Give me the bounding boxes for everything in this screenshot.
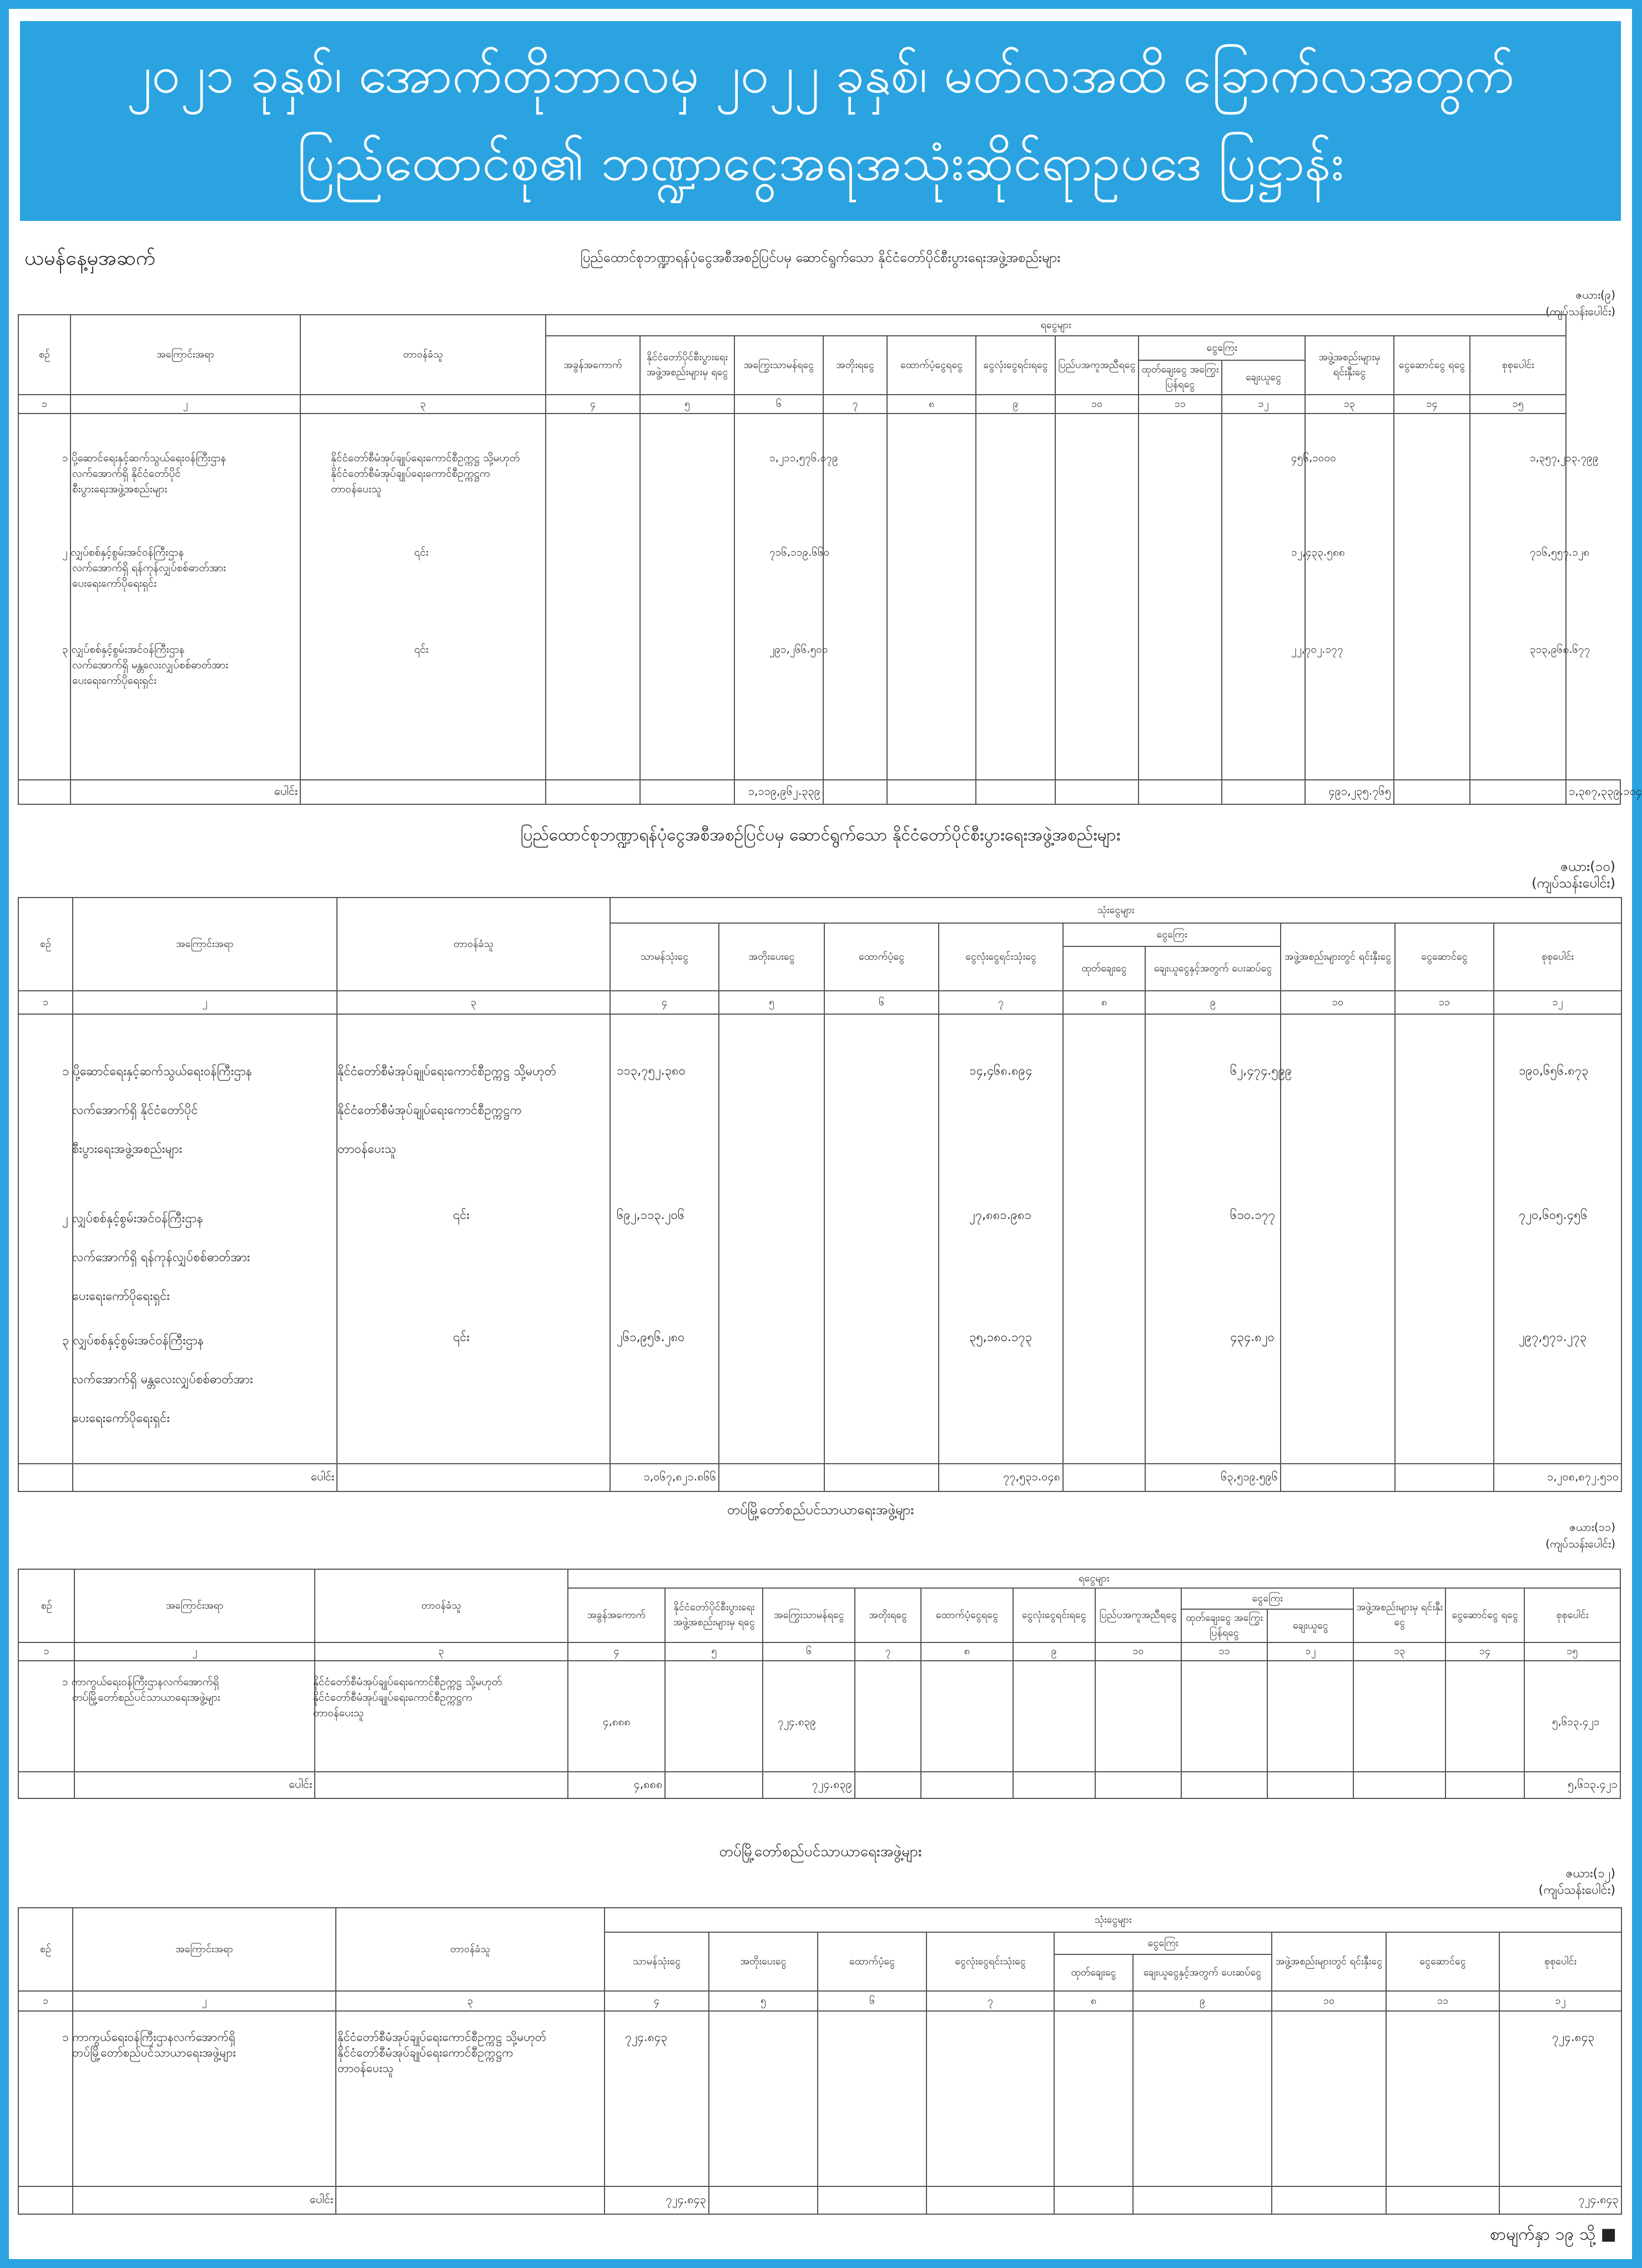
s1-row2: ၂ လျှပ်စစ်နှင့်စွမ်းအင်ဝန်ကြီးဌာန လက်အောက်ရှိ ရန်ကုန်လျှပ်စစ်ဓာတ်အား ပေးရေးကော်ပိုရေးရှင်း <box>62 546 226 589</box>
s1-colnum: ၇ <box>823 395 887 414</box>
s1-row3-borrow: ၂၂,၇၀၂.၁၇၇ <box>1291 643 1343 656</box>
section3-unit <box>1545 1519 1615 1552</box>
s2-h-payments: သုံးငွေများ <box>610 898 1621 923</box>
s2-total-ordinary: ၁,၀၆၇,၈၂၁.၈၆၆ <box>610 1464 719 1491</box>
s2-total-capital: ၇၇,၅၃၁.၀၄၈ <box>939 1464 1063 1491</box>
s1-colnum: ၉ <box>976 395 1055 414</box>
s2-row1-capital: ၁၄,၄၆၈.၈၉၄ <box>969 1064 1032 1078</box>
s2-row2-total: ၇၂၀,၆၀၅.၄၅၆ <box>1519 1208 1588 1222</box>
s2-h-col: ချေးယူငွေနှင့်အတွက် ပေးဆပ်ငွေ <box>1145 946 1281 991</box>
s3-row1-total: ၅,၆၁၃.၄၂၁ <box>1552 1716 1600 1728</box>
section2-table: စဉ် အကြောင်းအရာ တာဝန်ခံသူ သုံးငွေများ သာမန်သုံးငွေ အတိုးပေးငွေ ထောက်ပံ့ငွေ ငွေလုံးငွေရင်းသုံးငွေ ငွေကြေး အဖွဲ့အစည်းများတွင် ရင်းနှီးငွေ ငွေဆောင်ငွေ စုစုပေါင်း ထုတ်ချေးငွေ ချေးယူငွေနှင့်အတွက် ပေးဆပ်ငွေ ၁ ၂ ၃ ၄ ၅ ၆ ၇ ၈ ၉ ၁၀ ၁၁ ၁၂ ပေါင်း ၁,၀၆၇,၈၂၁.၈၆၆ ၇၇,၅၃၁.၀၄၈ ၆၃,၅၁၉.၅၉၆ ၁,၂၀၈,၈၇၂.၅၁၀ <box>18 897 1622 1492</box>
s2-row1: ၁ ပို့ဆောင်ရေးနှင့်ဆက်သွယ်ရေးဝန်ကြီးဌာန လက်အောက်ရှိ နိုင်ငံတော်ပိုင် စီးပွားရေးအဖွဲ့အစည်းများ <box>62 1065 253 1156</box>
s1-row3: ၃ လျှပ်စစ်နှင့်စွမ်းအင်ဝန်ကြီးဌာန လက်အောက်ရှိ မန္တလေးလျှပ်စစ်ဓာတ်အား ပေးရေးကော်ပိုရေးရှင်း <box>62 643 229 687</box>
s1-colnum: ၄ <box>546 395 640 414</box>
s1-row1: ၁ ပို့ဆောင်ရေးနှင့်ဆက်သွယ်ရေးဝန်ကြီးဌာန လက်အောက်ရှိ နိုင်ငံတော်ပိုင် စီးပွားရေးအဖွဲ့အစည်းများ <box>62 452 226 495</box>
s1-colnum: ၁၄ <box>1394 395 1470 414</box>
s1-colnum: ၁ <box>18 395 70 414</box>
s2-row2-resp: ၎င်း <box>453 1208 470 1222</box>
s2-h-resp: တာဝန်ခံသူ <box>337 898 610 991</box>
s1-row1-borrow: ၄၅၆,၁၀၀၀ <box>1291 452 1336 464</box>
s1-h-col: ငွေလုံးငွေရင်းရငွေ <box>976 336 1055 395</box>
section3-unit-label: (ကျပ်သန်းပေါင်း) <box>1545 1537 1615 1550</box>
s1-h-col: ထုတ်ချေးငွေ အကြွေးပြန်ရငွေ <box>1139 360 1222 395</box>
s1-row3-resp: ၎င်း <box>414 643 429 656</box>
s1-h-item: အကြောင်းအရာ <box>70 315 300 395</box>
s2-total-label: ပေါင်း <box>73 1464 337 1491</box>
banner-title-line2: ပြည်ထောင်စု၏ ဘဏ္ဍာငွေအရအသုံးဆိုင်ရာဥပဒေ ပြဋ္ဌာန်း <box>296 133 1344 192</box>
s3-row1-tax: ၄,၈၈၈ <box>603 1716 631 1728</box>
s1-colnum: ၁၃ <box>1305 395 1394 414</box>
s1-colnum: ၃ <box>300 395 546 414</box>
s1-colnum: ၈ <box>887 395 976 414</box>
s1-row3-ordinary: ၂၉၁,၂၆၆.၅၀၀ <box>769 643 828 656</box>
s2-row3: ၃ လျှပ်စစ်နှင့်စွမ်းအင်ဝန်ကြီးဌာန လက်အောက်ရှိ မန္တလေးလျှပ်စစ်ဓာတ်အား ပေးရေးကော်ပိုရေးရှင်း <box>62 1334 253 1425</box>
s4-h-item: အကြောင်းအရာ <box>73 1908 336 1991</box>
s1-h-col: ချေးယူငွေ <box>1222 360 1305 395</box>
s3-row1-resp: နိုင်ငံတော်စီမံအုပ်ချုပ်ရေးကောင်စီဥက္ကဋ္ဌ သို့မဟုတ် နိုင်ငံတော်စီမံအုပ်ချုပ်ရေးကောင်စီဥက္ကဋ္ဌက တာဝန်ပေးသူ <box>313 1676 502 1719</box>
s3-h-resp: တာဝန်ခံသူ <box>315 1569 567 1642</box>
s3-h-no: စဉ် <box>18 1569 74 1642</box>
s4-total-ordinary: ၇၂၄.၈၄၃ <box>605 2186 709 2214</box>
s1-h-col: အကြွေးသာမန်ရငွေ <box>734 336 823 395</box>
s1-h-receipts: ရငွေများ <box>546 315 1566 336</box>
s1-h-col: အခွန်အကောက် <box>546 336 640 395</box>
s4-row1: ၁ ကာကွယ်ရေးဝန်ကြီးဌာနလက်အောက်ရှိ တပ်မြို့တော်စည်ပင်သာယာရေးအဖွဲ့များ <box>62 2030 236 2059</box>
s2-row3-ordinary: ၂၆၁,၉၅၆.၂၈၀ <box>617 1330 685 1344</box>
s1-total-total: ၁,၃၈၇,၃၃၉.၁၀၄ <box>1566 780 1620 804</box>
s1-total-borrow: ၄၉၁,၂၃၅.၇၆၅ <box>1305 780 1394 804</box>
s2-row1-resp: နိုင်ငံတော်စီမံအုပ်ချုပ်ရေးကောင်စီဥက္ကဋ္ဌ သို့မဟုတ် နိုင်ငံတော်စီမံအုပ်ချုပ်ရေးကောင်စီဥက္ကဋ္ဌက တာဝန်ပေးသူ <box>338 1065 557 1156</box>
s2-h-no: စဉ် <box>18 898 73 991</box>
s2-h-total: စုစုပေါင်း <box>1494 923 1621 991</box>
s2-row3-capital: ၃၅,၁၈၀.၁၇၃ <box>969 1330 1032 1344</box>
s2-total-total: ၁,၂၀၈,၈၇၂.၅၁၀ <box>1494 1464 1621 1491</box>
s1-row2-ordinary: ၇၁၆,၁၁၉.၆၆၀ <box>769 546 830 558</box>
s1-colnum: ၅ <box>640 395 734 414</box>
s2-h-col: ထုတ်ချေးငွေ <box>1063 946 1145 991</box>
s3-total-ordinary: ၇၂၄.၈၃၉ <box>763 1772 855 1798</box>
s2-h-col: ငွေလုံးငွေရင်းသုံးငွေ <box>939 923 1063 991</box>
s1-colnum: ၂ <box>70 395 300 414</box>
s1-colnum: ၁၀ <box>1055 395 1139 414</box>
s1-row1-ordinary: ၁,၂၁၁,၅၇၆.၀၇၉ <box>769 452 838 464</box>
page-frame <box>9 9 1642 2259</box>
s1-h-total: စုစုပေါင်း <box>1470 336 1566 395</box>
s1-h-col: နိုင်ငံတော်ပိုင်စီးပွားရေး အဖွဲ့အစည်းများမှ ရငွေ <box>640 336 734 395</box>
s1-h-col: အဖွဲ့အစည်းများမှ ရင်းနှီးငွေ <box>1305 336 1394 395</box>
s2-h-col: သာမန်သုံးငွေ <box>610 923 719 991</box>
section4-table-no: ဇယား(၁၂) <box>1565 1867 1615 1881</box>
s4-total-total: ၇၂၄.၈၄၃ <box>1499 2186 1621 2214</box>
s2-row1-total: ၁၉၀,၆၅၆.၈၇၃ <box>1519 1064 1589 1078</box>
s2-row3-total: ၂၉၇,၅၇၁.၂၇၃ <box>1519 1330 1587 1344</box>
section4-unit <box>1539 1866 1615 1899</box>
s2-row2: ၂ လျှပ်စစ်နှင့်စွမ်းအင်ဝန်ကြီးဌာန လက်အောက်ရှိ ရန်ကုန်လျှပ်စစ်ဓာတ်အား ပေးရေးကော်ပိုရေးရှင်း <box>62 1212 250 1303</box>
s4-row1-resp: နိုင်ငံတော်စီမံအုပ်ချုပ်ရေးကောင်စီဥက္ကဋ္ဌ သို့မဟုတ် နိုင်ငံတော်စီမံအုပ်ချုပ်ရေးကောင်စီဥက္ကဋ္ဌက တာဝန်ပေးသူ <box>338 2030 547 2075</box>
s2-h-col: ထောက်ပံ့ငွေ <box>824 923 939 991</box>
s1-row2-borrow: ၁၂,၄၃၃.၅၈၈ <box>1291 546 1345 558</box>
s3-total-total: ၅,၆၁၃.၄၂၁ <box>1524 1772 1620 1798</box>
s2-row1-ordinary: ၁၁၃,၇၅၂.၃၈၀ <box>617 1064 686 1078</box>
s4-row1-total: ၇၂၄.၈၄၃ <box>1552 2030 1595 2044</box>
s1-h-col: ပြည်ပအကူအညီရငွေ <box>1055 336 1139 395</box>
banner-title-line1: ၂၀၂၁ ခုနှစ်၊ အောက်တိုဘာလမှ ၂၀၂၂ ခုနှစ်၊ မတ်လအထိ ခြောက်လအတွက် <box>126 45 1515 104</box>
s1-h-col: အတိုးရငွေ <box>823 336 887 395</box>
s1-row1-total: ၁,၃၅၇,၂၁၃.၇၉၉ <box>1530 452 1599 464</box>
s2-row2-capital: ၂၇,၈၈၁.၉၈၁ <box>969 1208 1031 1222</box>
s4-row1-ordinary: ၇၂၄.၈၄၃ <box>625 2030 668 2044</box>
section4-unit-label: (ကျပ်သန်းပေါင်း) <box>1538 1883 1615 1897</box>
s1-h-col: ထောက်ပံ့ငွေရငွေ <box>887 336 976 395</box>
s2-h-col: အတိုးပေးငွေ <box>719 923 824 991</box>
section3-table-no: ဇယား(၁၁) <box>1569 1520 1615 1534</box>
s1-colnum: ၆ <box>734 395 823 414</box>
s1-h-col: ငွေဆောင်ငွေ ရငွေ <box>1394 336 1470 395</box>
s2-row3-resp: ၎င်း <box>453 1330 470 1344</box>
s3-row1-ordinary: ၇၂၄.၈၃၉ <box>778 1716 816 1728</box>
section3-table: စဉ် အကြောင်းအရာ တာဝန်ခံသူ ရငွေများ အခွန်အကောက် နိုင်ငံတော်ပိုင်စီးပွားရေး အဖွဲ့အစည်းများမှ ရငွေ အကြွေးသာမန်ရငွေ အတိုးရငွေ ထောက်ပံ့ငွေရငွေ ငွေလုံးငွေရင်းရငွေ ပြည်ပအကူအညီရငွေ ငွေကြေး အဖွဲ့အစည်းများမှ ရင်းနှီးငွေ ငွေဆောင်ငွေ ရငွေ စုစုပေါင်း ထုတ်ချေးငွေ အကြွေးပြန်ရငွေ ချေးယူငွေ ၁ ၂ ၃ ၄ ၅ ၆ ၇ ၈ ၉ ၁၀ ၁၁ ၁၂ ၁၃ ၁၄ ၁၅ ပေါင်း ၄,၈၈၈ ၇၂၄.၈၃၉ ၅,၆၁၃.၄၂၁ <box>18 1569 1621 1799</box>
s2-h-col: ငွေဆောင်ငွေ <box>1395 923 1494 991</box>
s4-h-payments: သုံးငွေများ <box>605 1908 1621 1932</box>
section1-title: ပြည်ထောင်စုဘဏ္ဍာရန်ပုံငွေအစီအစဉ်ပြင်ပမှ ဆောင်ရွက်သော နိုင်ငံတော်ပိုင်စီးပွားရေးအဖွဲ့အစည်းများ <box>580 250 1061 265</box>
s4-total-label: ပေါင်း <box>73 2186 336 2214</box>
section1-unit-label: (ကျပ်သန်းပေါင်း) <box>1545 305 1615 318</box>
s1-colnum: ၁၅ <box>1470 395 1566 414</box>
title-banner <box>20 21 1621 221</box>
s2-total-repay: ၆၃,၅၁၉.၅၉၆ <box>1145 1464 1281 1491</box>
s1-row3-total: ၃၁၃,၉၆၈.၆၇၇ <box>1530 643 1590 656</box>
s1-h-capital: ငွေကြေး <box>1139 336 1305 360</box>
s1-colnum: ၁၂ <box>1222 395 1305 414</box>
s2-row1-repay: ၆၂,၄၇၄.၅၉၉ <box>1230 1064 1292 1078</box>
s3-total-label: ပေါင်း <box>74 1772 315 1798</box>
s1-row1-item: ပို့ဆောင်ရေးနှင့်ဆက်သွယ်ရေးဝန်ကြီးဌာန <box>71 452 226 464</box>
s4-h-no: စဉ် <box>18 1908 73 1991</box>
s2-h-item: အကြောင်းအရာ <box>73 898 337 991</box>
section4-table: စဉ် အကြောင်းအရာ တာဝန်ခံသူ သုံးငွေများ သာမန်သုံးငွေ အတိုးပေးငွေ ထောက်ပံ့ငွေ ငွေလုံးငွေရင်းသုံးငွေ ငွေကြေး အဖွဲ့အစည်းများတွင် ရင်းနှီးငွေ ငွေဆောင်ငွေ စုစုပေါင်း ထုတ်ချေးငွေ ချေးယူငွေနှင့်အတွက် ပေးဆပ်ငွေ ၁ ၂ ၃ ၄ ၅ ၆ ၇ ၈ ၉ ၁၀ ၁၁ ၁၂ ပေါင်း ၇၂၄.၈၄၃ ၇၂၄.၈၄၃ <box>18 1907 1622 2215</box>
s3-h-receipts: ရငွေများ <box>568 1569 1620 1588</box>
s1-total-ordinary: ၁,၁၁၉,၉၆၂.၃၃၉ <box>734 780 823 804</box>
s2-row2-ordinary: ၆၉၂,၁၁၃.၂၀၆ <box>617 1208 685 1222</box>
page-continue-label: စာမျက်နှာ ၁၉ သို့ ■ <box>1490 2225 1616 2244</box>
s1-row2-resp: ၎င်း <box>414 546 429 558</box>
s2-h-capital: ငွေကြေး <box>1063 923 1281 946</box>
s1-h-no: စဉ် <box>18 315 70 395</box>
s1-row2-total: ၇၁၆,၅၅၇.၁၂၈ <box>1530 546 1590 558</box>
s3-h-item: အကြောင်းအရာ <box>74 1569 315 1642</box>
s2-h-col: အဖွဲ့အစည်းများတွင် ရင်းနှီးငွေ <box>1281 923 1395 991</box>
section2-title: ပြည်ထောင်စုဘဏ္ဍာရန်ပုံငွေအစီအစဉ်ပြင်ပမှ ဆောင်ရွက်သော နိုင်ငံတော်ပိုင်စီးပွားရေးအဖွဲ့အစည်းများ <box>520 825 1121 845</box>
s1-total-label: ပေါင်း <box>70 780 300 804</box>
s4-h-resp: တာဝန်ခံသူ <box>336 1908 605 1991</box>
s1-h-resp: တာဝန်ခံသူ <box>300 315 546 395</box>
s2-row2-repay: ၆၁၀.၁၇၇ <box>1230 1208 1276 1222</box>
s1-row1-resp: နိုင်ငံတော်စီမံအုပ်ချုပ်ရေးကောင်စီဥက္ကဋ္ဌ သို့မဟုတ် နိုင်ငံတော်စီမံအုပ်ချုပ်ရေးကောင်စီဥက္ကဋ္ဌက တာဝန်ပေးသူ <box>331 452 520 495</box>
continued-label: ယမန်နေ့မှအဆက် <box>24 247 155 270</box>
section2-unit-label: (ကျပ်သန်းပေါင်း) <box>1532 875 1615 891</box>
s2-row3-repay: ၄၃၄.၈၂၀ <box>1230 1330 1275 1344</box>
section1-table-no: ဇယား(၉) <box>1575 288 1615 301</box>
section4-title: တပ်မြို့တော်စည်ပင်သာယာရေးအဖွဲ့များ <box>719 1843 922 1860</box>
section3-title: တပ်မြို့တော်စည်ပင်သာယာရေးအဖွဲ့များ <box>727 1502 914 1518</box>
s1-colnum: ၁၁ <box>1139 395 1222 414</box>
s3-total-tax: ၄,၈၈၈ <box>568 1772 666 1798</box>
section2-unit <box>1532 858 1615 891</box>
section2-table-no: ဇယား(၁၀) <box>1560 859 1615 874</box>
s3-row1: ၁ ကာကွယ်ရေးဝန်ကြီးဌာနလက်အောက်ရှိ တပ်မြို့တော်စည်ပင်သာယာရေးအဖွဲ့များ <box>62 1676 220 1703</box>
